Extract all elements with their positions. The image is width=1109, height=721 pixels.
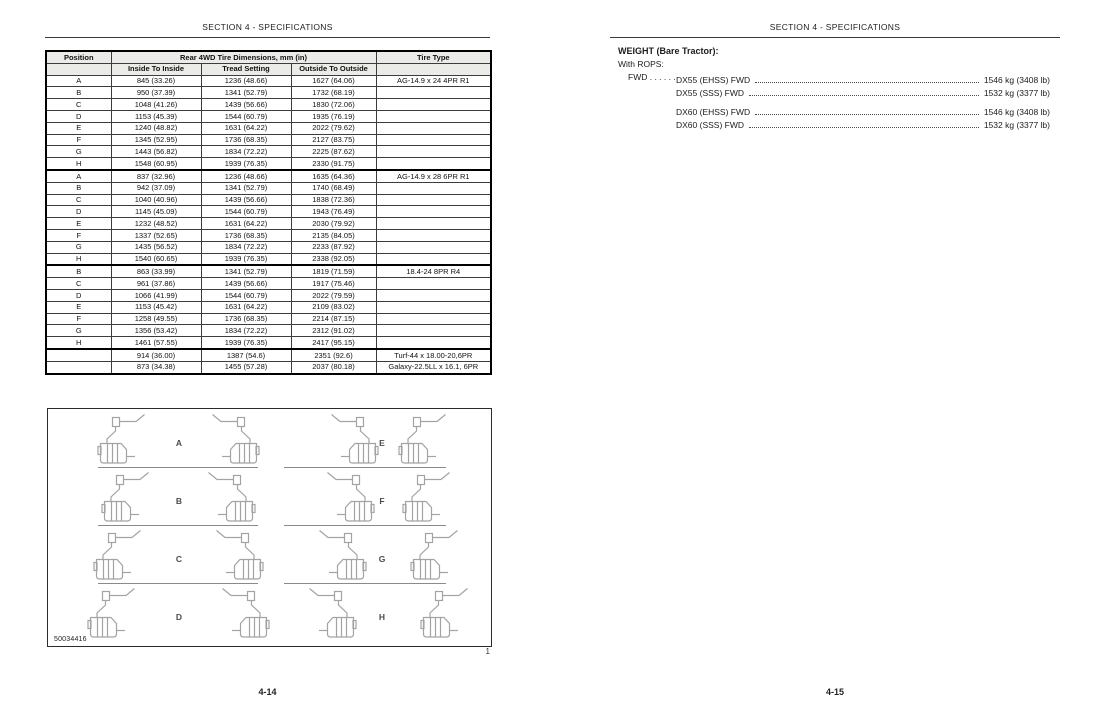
cell-pos: C xyxy=(46,194,111,206)
cell-tire xyxy=(376,158,491,170)
cell-outside: 2030 (79.92) xyxy=(291,218,376,230)
cell-outside: 1635 (64.36) xyxy=(291,170,376,182)
wheel-position-figure xyxy=(47,408,492,647)
cell-pos: E xyxy=(46,218,111,230)
subheader-tread: Tread Setting xyxy=(201,63,291,75)
cell-tread: 1341 (52.79) xyxy=(201,182,291,194)
cell-outside: 2037 (80.18) xyxy=(291,361,376,373)
wheel-section-a-left xyxy=(98,415,145,464)
wheel-section-e-left xyxy=(332,415,379,464)
table-row xyxy=(46,99,491,111)
cell-inside: 1435 (56.52) xyxy=(111,241,201,253)
cell-tire xyxy=(376,87,491,99)
cell-tread: 1544 (60.79) xyxy=(201,289,291,301)
cell-inside: 873 (34.38) xyxy=(111,361,201,373)
weight-model: DX60 (SSS) FWD xyxy=(676,120,745,130)
left-page-number: 4-14 xyxy=(258,687,277,697)
table-row xyxy=(46,265,491,277)
weight-value: 1546 kg (3408 lb) xyxy=(983,75,1050,85)
table-row xyxy=(46,206,491,218)
col-header-tire-type: Tire Type xyxy=(376,51,491,63)
table-row xyxy=(46,122,491,134)
cell-inside: 1153 (45.42) xyxy=(111,301,201,313)
cell-tire xyxy=(376,146,491,158)
cell-inside: 1548 (60.95) xyxy=(111,158,201,170)
cell-pos: E xyxy=(46,301,111,313)
cell-pos: D xyxy=(46,206,111,218)
cell-outside: 2127 (83.75) xyxy=(291,134,376,146)
wheel-section-h-left xyxy=(310,589,357,638)
cell-tread: 1939 (76.35) xyxy=(201,253,291,265)
cell-outside: 2022 (79.59) xyxy=(291,289,376,301)
table-row xyxy=(46,110,491,122)
cell-tread: 1439 (56.66) xyxy=(201,278,291,290)
cell-pos: F xyxy=(46,229,111,241)
cell-inside: 1258 (49.55) xyxy=(111,313,201,325)
wheel-diagram-svg xyxy=(48,409,491,646)
wheel-section-d-left xyxy=(88,589,135,638)
cell-pos: H xyxy=(46,253,111,265)
rops-label: With ROPS: xyxy=(618,59,664,69)
fwd-label: FWD . . . . . . xyxy=(628,72,676,82)
weight-value: 1532 kg (3377 lb) xyxy=(983,120,1050,130)
cell-tread: 1387 (54.6) xyxy=(201,349,291,361)
cell-inside: 961 (37.86) xyxy=(111,278,201,290)
cell-pos: H xyxy=(46,158,111,170)
cell-outside: 1732 (68.19) xyxy=(291,87,376,99)
cell-tread: 1236 (48.66) xyxy=(201,75,291,87)
weight-title: WEIGHT (Bare Tractor): xyxy=(618,46,719,56)
cell-tread: 1736 (68.35) xyxy=(201,229,291,241)
cell-tread: 1631 (64.22) xyxy=(201,218,291,230)
weight-value: 1532 kg (3377 lb) xyxy=(983,88,1050,98)
cell-pos: D xyxy=(46,289,111,301)
wheel-section-c-left xyxy=(94,531,141,580)
wheel-section-d-right xyxy=(223,589,270,638)
figure-label-a: A xyxy=(175,438,183,448)
table-row xyxy=(46,182,491,194)
cell-tread: 1631 (64.22) xyxy=(201,301,291,313)
cell-outside: 1943 (76.49) xyxy=(291,206,376,218)
table-row xyxy=(46,158,491,170)
cell-inside: 1540 (60.65) xyxy=(111,253,201,265)
cell-tread: 1341 (52.79) xyxy=(201,265,291,277)
cell-tread: 1939 (76.35) xyxy=(201,158,291,170)
cell-tread: 1834 (72.22) xyxy=(201,241,291,253)
cell-pos: A xyxy=(46,75,111,87)
table-row xyxy=(46,313,491,325)
wheel-section-f-right xyxy=(403,473,450,522)
cell-pos xyxy=(46,349,111,361)
cell-tread: 1544 (60.79) xyxy=(201,206,291,218)
cell-tire: 18.4-24 8PR R4 xyxy=(376,265,491,277)
figure-label-d: D xyxy=(175,612,183,622)
cell-tire xyxy=(376,110,491,122)
wheel-section-b-right xyxy=(209,473,256,522)
table-row xyxy=(46,361,491,373)
right-page-header: SECTION 4 - SPECIFICATIONS xyxy=(769,22,901,32)
cell-inside: 1232 (48.52) xyxy=(111,218,201,230)
cell-tire xyxy=(376,278,491,290)
cell-outside: 1838 (72.36) xyxy=(291,194,376,206)
cell-tire: Galaxy-22.5LL x 16.1, 6PR xyxy=(376,361,491,373)
weight-row xyxy=(676,117,1050,130)
table-row xyxy=(46,87,491,99)
cell-inside: 863 (33.99) xyxy=(111,265,201,277)
cell-tread: 1939 (76.35) xyxy=(201,337,291,349)
cell-pos: C xyxy=(46,278,111,290)
cell-outside: 2109 (83.02) xyxy=(291,301,376,313)
cell-tire xyxy=(376,122,491,134)
right-header-rule xyxy=(610,37,1060,38)
wheel-section-b-left xyxy=(102,473,149,522)
weight-section xyxy=(618,46,1050,130)
cell-pos: E xyxy=(46,122,111,134)
figure-label-f: F xyxy=(379,496,385,506)
table-subheader-row xyxy=(46,63,491,75)
table-row xyxy=(46,253,491,265)
cell-tire xyxy=(376,253,491,265)
subheader-blank xyxy=(46,63,111,75)
weight-model: DX55 (EHSS) FWD xyxy=(676,75,751,85)
cell-inside: 1345 (52.95) xyxy=(111,134,201,146)
right-page-number: 4-15 xyxy=(825,687,844,697)
cell-pos: B xyxy=(46,265,111,277)
cell-outside: 2022 (79.62) xyxy=(291,122,376,134)
cell-outside: 2351 (92.6) xyxy=(291,349,376,361)
cell-tread: 1341 (52.79) xyxy=(201,87,291,99)
figure-label-b: B xyxy=(175,496,183,506)
cell-outside: 2338 (92.05) xyxy=(291,253,376,265)
left-header-rule xyxy=(45,37,490,38)
cell-tire xyxy=(376,206,491,218)
cell-tire xyxy=(376,218,491,230)
figure-label-e: E xyxy=(379,438,385,448)
wheel-section-g-right xyxy=(411,531,458,580)
cell-pos: C xyxy=(46,99,111,111)
cell-outside: 1627 (64.06) xyxy=(291,75,376,87)
figure-label-h: H xyxy=(378,612,386,622)
cell-tire xyxy=(376,301,491,313)
wheel-section-e-right xyxy=(399,415,446,464)
table-row xyxy=(46,301,491,313)
wheel-section-g-left xyxy=(320,531,367,580)
cell-pos xyxy=(46,361,111,373)
figure-label-g: G xyxy=(378,554,386,564)
weight-row xyxy=(676,85,1050,98)
cell-pos: G xyxy=(46,241,111,253)
cell-pos: F xyxy=(46,313,111,325)
cell-inside: 845 (33.26) xyxy=(111,75,201,87)
cell-inside: 1461 (57.55) xyxy=(111,337,201,349)
cell-outside: 2312 (91.02) xyxy=(291,325,376,337)
cell-inside: 1066 (41.99) xyxy=(111,289,201,301)
weight-row xyxy=(676,104,1050,117)
weight-rows xyxy=(628,72,1050,130)
col-header-dimensions: Rear 4WD Tire Dimensions, mm (in) xyxy=(111,51,376,63)
cell-outside: 2135 (84.05) xyxy=(291,229,376,241)
figure-caption-number: 1 xyxy=(485,647,490,656)
cell-outside: 1935 (76.19) xyxy=(291,110,376,122)
cell-tread: 1834 (72.22) xyxy=(201,325,291,337)
cell-tread: 1736 (68.35) xyxy=(201,313,291,325)
cell-outside: 1917 (75.46) xyxy=(291,278,376,290)
wheel-section-a-right xyxy=(213,415,260,464)
subheader-outside: Outside To Outside xyxy=(291,63,376,75)
cell-inside: 1337 (52.65) xyxy=(111,229,201,241)
cell-inside: 1443 (56.82) xyxy=(111,146,201,158)
cell-outside: 1740 (68.49) xyxy=(291,182,376,194)
cell-pos: D xyxy=(46,110,111,122)
cell-tire xyxy=(376,289,491,301)
cell-inside: 950 (37.39) xyxy=(111,87,201,99)
figure-row-separators xyxy=(98,468,446,584)
dot-leader xyxy=(755,82,979,83)
cell-tire xyxy=(376,99,491,111)
cell-tread: 1455 (57.28) xyxy=(201,361,291,373)
cell-pos: B xyxy=(46,182,111,194)
table-row xyxy=(46,349,491,361)
cell-pos: H xyxy=(46,337,111,349)
cell-tire xyxy=(376,194,491,206)
table-row xyxy=(46,75,491,87)
cell-tire xyxy=(376,313,491,325)
cell-pos: F xyxy=(46,134,111,146)
cell-tire: AG-14.9 x 28 6PR R1 xyxy=(376,170,491,182)
cell-tire xyxy=(376,337,491,349)
table-row xyxy=(46,218,491,230)
subheader-inside: Inside To Inside xyxy=(111,63,201,75)
weight-row xyxy=(676,72,1050,85)
cell-tire: Turf-44 x 18.00-20,6PR xyxy=(376,349,491,361)
cell-inside: 1048 (41.26) xyxy=(111,99,201,111)
cell-tire xyxy=(376,134,491,146)
table-row xyxy=(46,325,491,337)
cell-outside: 1819 (71.59) xyxy=(291,265,376,277)
weight-value: 1546 kg (3408 lb) xyxy=(983,107,1050,117)
dot-leader xyxy=(749,127,979,128)
table-row xyxy=(46,229,491,241)
cell-tire xyxy=(376,325,491,337)
dot-leader xyxy=(749,95,979,96)
cell-inside: 1356 (53.42) xyxy=(111,325,201,337)
cell-outside: 2233 (87.92) xyxy=(291,241,376,253)
table-row xyxy=(46,289,491,301)
table-row xyxy=(46,170,491,182)
cell-inside: 1153 (45.39) xyxy=(111,110,201,122)
wheel-section-f-left xyxy=(328,473,375,522)
cell-tire xyxy=(376,229,491,241)
cell-inside: 837 (32.96) xyxy=(111,170,201,182)
table-row xyxy=(46,194,491,206)
table-header-row xyxy=(46,51,491,63)
cell-tire xyxy=(376,182,491,194)
left-page-header: SECTION 4 - SPECIFICATIONS xyxy=(202,22,333,32)
cell-tire xyxy=(376,241,491,253)
dot-leader xyxy=(755,114,979,115)
cell-tread: 1736 (68.35) xyxy=(201,134,291,146)
table-row xyxy=(46,278,491,290)
figure-id: 50034416 xyxy=(54,636,87,643)
cell-inside: 1040 (40.96) xyxy=(111,194,201,206)
cell-outside: 2330 (91.75) xyxy=(291,158,376,170)
table-row xyxy=(46,337,491,349)
cell-pos: G xyxy=(46,325,111,337)
weight-model: DX60 (EHSS) FWD xyxy=(676,107,751,117)
cell-inside: 914 (36.00) xyxy=(111,349,201,361)
wheel-section-h-right xyxy=(421,589,468,638)
cell-pos: A xyxy=(46,170,111,182)
table-row xyxy=(46,241,491,253)
cell-tread: 1439 (56.66) xyxy=(201,99,291,111)
cell-inside: 1240 (48.82) xyxy=(111,122,201,134)
cell-outside: 2225 (87.62) xyxy=(291,146,376,158)
cell-pos: B xyxy=(46,87,111,99)
cell-tire: AG-14.9 x 24 4PR R1 xyxy=(376,75,491,87)
cell-inside: 942 (37.09) xyxy=(111,182,201,194)
cell-pos: G xyxy=(46,146,111,158)
tire-dimensions-table xyxy=(45,50,492,375)
subheader-blank2 xyxy=(376,63,491,75)
tire-table-body xyxy=(46,75,491,373)
cell-tread: 1439 (56.66) xyxy=(201,194,291,206)
cell-tread: 1544 (60.79) xyxy=(201,110,291,122)
cell-tread: 1834 (72.22) xyxy=(201,146,291,158)
figure-label-c: C xyxy=(175,554,183,564)
cell-outside: 2214 (87.15) xyxy=(291,313,376,325)
cell-outside: 2417 (95.15) xyxy=(291,337,376,349)
table-row xyxy=(46,134,491,146)
col-header-position: Position xyxy=(46,51,111,63)
cell-outside: 1830 (72.06) xyxy=(291,99,376,111)
cell-tread: 1631 (64.22) xyxy=(201,122,291,134)
table-row xyxy=(46,146,491,158)
cell-inside: 1145 (45.09) xyxy=(111,206,201,218)
weight-model: DX55 (SSS) FWD xyxy=(676,88,745,98)
wheel-section-c-right xyxy=(217,531,264,580)
cell-tread: 1236 (48.66) xyxy=(201,170,291,182)
